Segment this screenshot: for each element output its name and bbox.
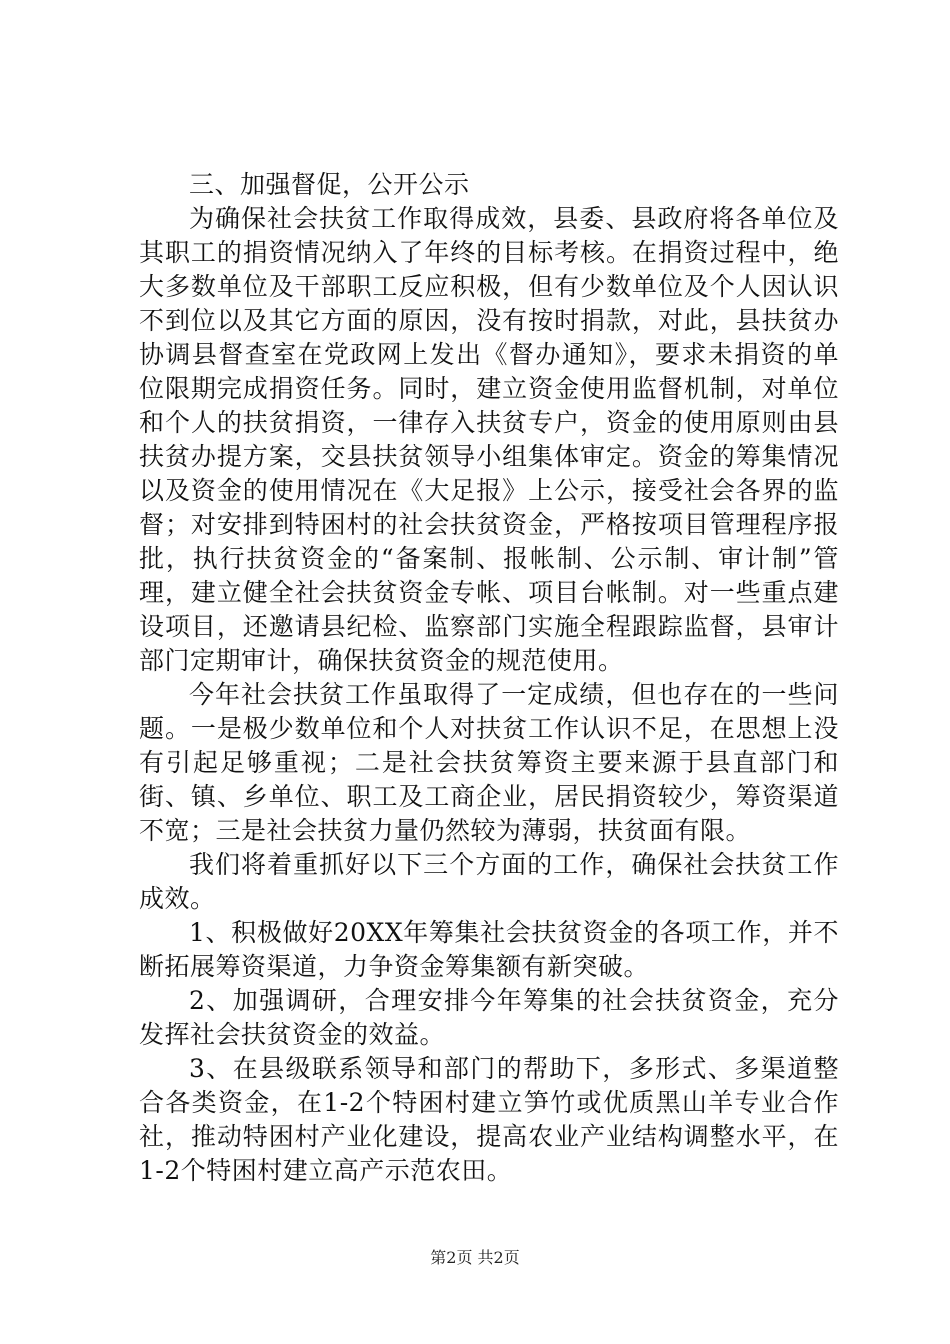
paragraph-plan-item-3: 3、在县级联系领导和部门的帮助下，多形式、多渠道整合各类资金，在1-2个特困村建立笋竹或优质黑山羊专业合作社，推动特困村产业化建设，提高农业产业结构调整水平，在1-2个特困村建立高产示范农田。 (139, 1054, 839, 1185)
page-number-footer: 第2页 共2页 (430, 1248, 520, 1267)
section-heading: 三、加强督促，公开公示 (189, 170, 470, 199)
paragraph-problems: 今年社会扶贫工作虽取得了一定成绩，但也存在的一些问题。一是极少数单位和个人对扶贫工作认识不足，在思想上没有引起足够重视；二是社会扶贫筹资主要来源于县直部门和街、镇、乡单位、职工及工商企业，居民捐资较少，筹资渠道不宽；三是社会扶贫力量仍然较为薄弱，扶贫面有限。 (139, 680, 839, 845)
paragraph-plan-item-1: 1、积极做好20XX年筹集社会扶贫资金的各项工作，并不断拓展筹资渠道，力争资金筹集额有新突破。 (139, 918, 839, 981)
paragraph-plan-intro: 我们将着重抓好以下三个方面的工作，确保社会扶贫工作成效。 (139, 850, 839, 913)
document-body (139, 168, 839, 1188)
paragraph-plan-item-2: 2、加强调研，合理安排今年筹集的社会扶贫资金，充分发挥社会扶贫资金的效益。 (139, 986, 839, 1049)
paragraph-supervision: 为确保社会扶贫工作取得成效，县委、县政府将各单位及其职工的捐资情况纳入了年终的目标考核。在捐资过程中，绝大多数单位及干部职工反应积极，但有少数单位及个人因认识不到位以及其它方面的原因，没有按时捐款，对此，县扶贫办协调县督查室在党政网上发出《督办通知》，要求未捐资的单位限期完成捐资任务。同时，建立资金使用监督机制，对单位和个人的扶贫捐资，一律存入扶贫专户，资金的使用原则由县扶贫办提方案，交县扶贫领导小组集体审定。资金的筹集情况以及资金的使用情况在《大足报》上公示，接受社会各界的监督；对安排到特困村的社会扶贫资金，严格按项目管理程序报批，执行扶贫资金的“备案制、报帐制、公示制、审计制”管理，建立健全社会扶贫资金专帐、项目台帐制。对一些重点建设项目，还邀请县纪检、监察部门实施全程跟踪监督，县审计部门定期审计，确保扶贫资金的规范使用。 (139, 204, 839, 675)
